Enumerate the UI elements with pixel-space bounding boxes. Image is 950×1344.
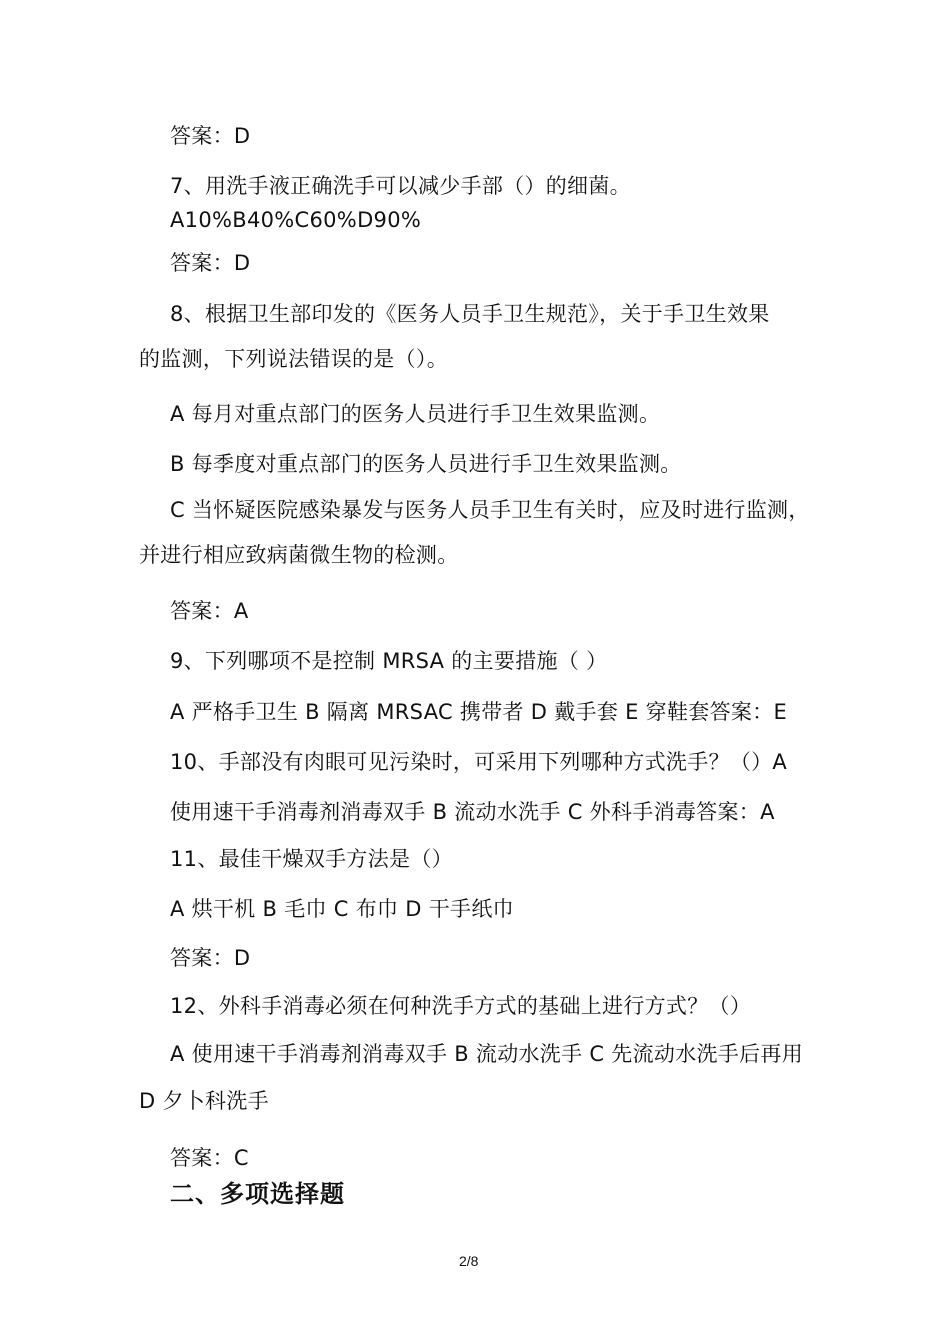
question-line: 7、用洗手液正确洗手可以减少手部（）的细菌。 <box>170 174 631 198</box>
answer-line: 答案：C <box>170 1146 249 1170</box>
options-line: A 使用速干手消毒剂消毒双手 B 流动水洗手 C 先流动水洗手后再用 <box>170 1042 804 1066</box>
answer-line: 答案：A <box>170 599 249 623</box>
options-line: A 严格手卫生 B 隔离 MRSAC 携带者 D 戴手套 E 穿鞋套答案：E <box>170 700 788 724</box>
option-line: B 每季度对重点部门的医务人员进行手卫生效果监测。 <box>170 452 682 476</box>
answer-line: 答案：D <box>170 251 251 275</box>
question-line: 12、外科手消毒必须在何种洗手方式的基础上进行方式？（） <box>170 994 752 1018</box>
answer-line: 答案：D <box>170 124 251 148</box>
question-line: 的监测，下列说法错误的是（）。 <box>139 347 448 371</box>
answer-line: 答案：D <box>170 946 251 970</box>
options-line: A10%B40%C60%D90% <box>170 208 422 232</box>
option-line: A 每月对重点部门的医务人员进行手卫生效果监测。 <box>170 402 661 426</box>
options-line: D 夕卜科洗手 <box>139 1089 269 1113</box>
section-heading: 二、多项选择题 <box>170 1180 345 1208</box>
options-line: 使用速干手消毒剂消毒双手 B 流动水洗手 C 外科手消毒答案：A <box>170 800 775 824</box>
question-line: 9、下列哪项不是控制 MRSA 的主要措施（ ） <box>170 649 608 673</box>
question-line: 10、手部没有肉眼可见污染时，可采用下列哪种方式洗手？（）A <box>170 750 788 774</box>
options-line: A 烘干机 B 毛巾 C 布巾 D 干手纸巾 <box>170 897 514 921</box>
option-line: 并进行相应致病菌微生物的检测。 <box>139 543 459 567</box>
page-number: 2/8 <box>459 1253 479 1269</box>
question-line: 11、最佳干燥双手方法是（） <box>170 847 453 871</box>
option-line: C 当怀疑医院感染暴发与医务人员手卫生有关时，应及时进行监测， <box>170 498 810 522</box>
question-line: 8、根据卫生部印发的《医务人员手卫生规范》，关于手卫生效果 <box>170 302 770 326</box>
